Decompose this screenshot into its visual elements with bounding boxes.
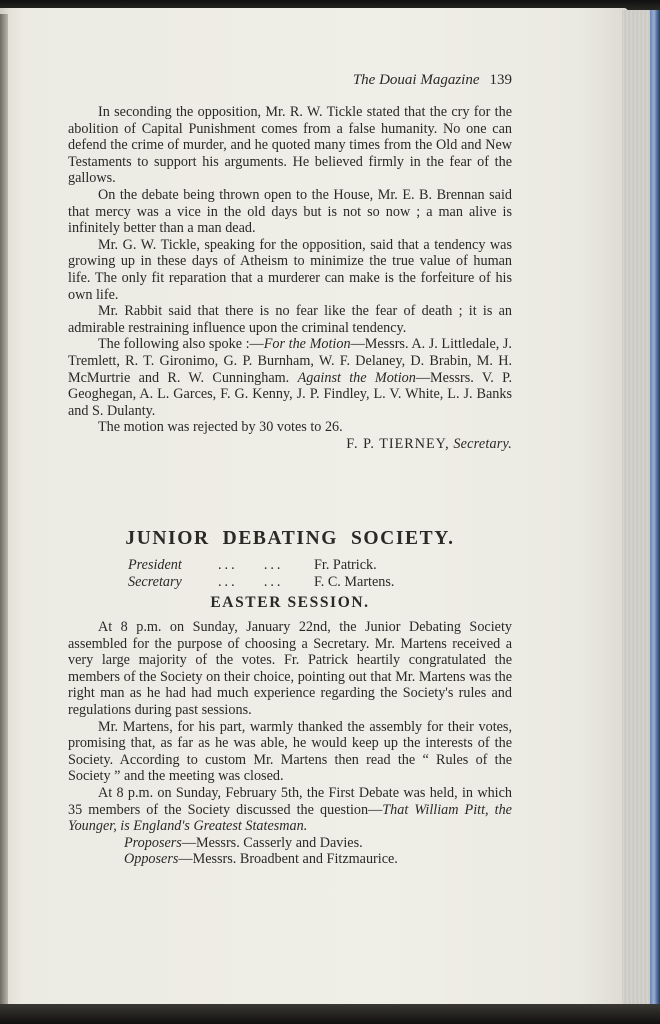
officer-role: Secretary xyxy=(128,573,182,590)
officers-list xyxy=(68,557,512,590)
debate-motion: That William Pitt, the Younger, is England's Greatest Statesman. xyxy=(68,801,512,835)
officer-name: Fr. Patrick. xyxy=(314,557,377,573)
against-motion-label: Against the Motion xyxy=(297,369,416,386)
signature xyxy=(68,436,512,453)
officer-role: President xyxy=(128,557,182,573)
signature-name: F. P. TIERNEY, xyxy=(346,435,450,452)
paragraph: Mr. Rabbit said that there is no fear like the fear of death ; it is an admirable restraining influence upon the criminal tendency. xyxy=(68,303,512,336)
junior-debate-section xyxy=(68,619,512,868)
paragraph: Mr. G. W. Tickle, speaking for the opposition, said that a tendency was growing up in these days of Atheism to minimize the true value of human life. The only fit reparation that a murderer can make is the forfeiture of his own life. xyxy=(68,236,512,303)
officer-name: F. C. Martens. xyxy=(314,573,395,590)
bottom-shadow xyxy=(0,1004,660,1024)
opposers-names: —Messrs. Broadbent and Fitzmaurice. xyxy=(178,851,398,868)
proposers-label: Proposers xyxy=(124,834,182,851)
junior-society-heading xyxy=(68,528,512,549)
book-cover-edge xyxy=(650,10,660,1006)
first-debate-paragraph xyxy=(68,785,512,835)
vote-result: The motion was rejected by 30 votes to 26. xyxy=(98,419,343,436)
proposers-names: —Messrs. Casserly and Davies. xyxy=(181,834,363,851)
officer-row xyxy=(128,574,512,591)
officer-row xyxy=(128,557,512,574)
signature-role: Secretary. xyxy=(453,435,512,452)
paragraph: Mr. Martens, for his part, warmly thanked the assembly for their votes, promising that, as far as he was able, he would keep up the interests of the Society. According to custom Mr. Martens then read the “ Rules of the Society ” and the meeting was closed. xyxy=(68,718,512,785)
proposers-line xyxy=(124,835,512,852)
magazine-title: The Douai Magazine xyxy=(352,72,480,88)
officers xyxy=(128,557,512,590)
session-title: EASTER SESSION. xyxy=(210,594,370,611)
first-debate-text: At 8 p.m. on Sunday, February 5th, the First Debate was held, in which 35 members of the Society discussed the question— xyxy=(68,784,512,818)
officer-dots: ... ... xyxy=(218,557,284,573)
page-number: 139 xyxy=(489,72,512,88)
against-motion-names: —Messrs. V. P. Geoghegan, A. L. Garces, F. G. Kenny, J. P. Findley, L. V. White, L. J. Banks and S. Dulanty. xyxy=(68,369,512,419)
paragraph: At 8 p.m. on Sunday, January 22nd, the Junior Debating Society assembled for the purpose of choosing a Secretary. Mr. Martens received a very large majority of the votes. Fr. Patrick heartily congratulated the members of the Society on their choice, pointing out that Mr. Martens was the right man as he had had much experience regarding the Society's rules and regulations during past sessions. xyxy=(68,619,512,718)
paragraph: On the debate being thrown open to the House, Mr. E. B. Brennan said that mercy was a vice in the old days but is not so now ; a man alive is infinitely better than a man dead. xyxy=(68,186,512,237)
book-gutter xyxy=(0,14,8,1004)
for-motion-names: —Messrs. A. J. Littledale, J. Tremlett, R. T. Gironimo, G. P. Burnham, W. F. Delaney, D. Brabin, M. H. McMurtrie and R. W. Cunningham. xyxy=(68,336,512,386)
for-motion-label: For the Motion xyxy=(263,336,351,353)
officer-dots: ... ... xyxy=(218,573,284,590)
running-head xyxy=(250,72,512,89)
senior-debate-section xyxy=(68,104,512,452)
speakers-paragraph xyxy=(68,336,512,419)
section-title: JUNIOR DEBATING SOCIETY. xyxy=(125,528,455,549)
opposers-line xyxy=(124,851,512,868)
speakers-intro: The following also spoke :— xyxy=(98,336,264,353)
session-heading xyxy=(68,595,512,612)
opposers-label: Opposers xyxy=(124,851,179,868)
paragraph: In seconding the opposition, Mr. R. W. Tickle stated that the cry for the abolition of Capital Punishment comes from a false humanity. No one can defend the crime of murder, and he quoted many times from the Old and New Testaments to support his arguments. He believed firmly in the fear of the gallows. xyxy=(68,104,512,187)
